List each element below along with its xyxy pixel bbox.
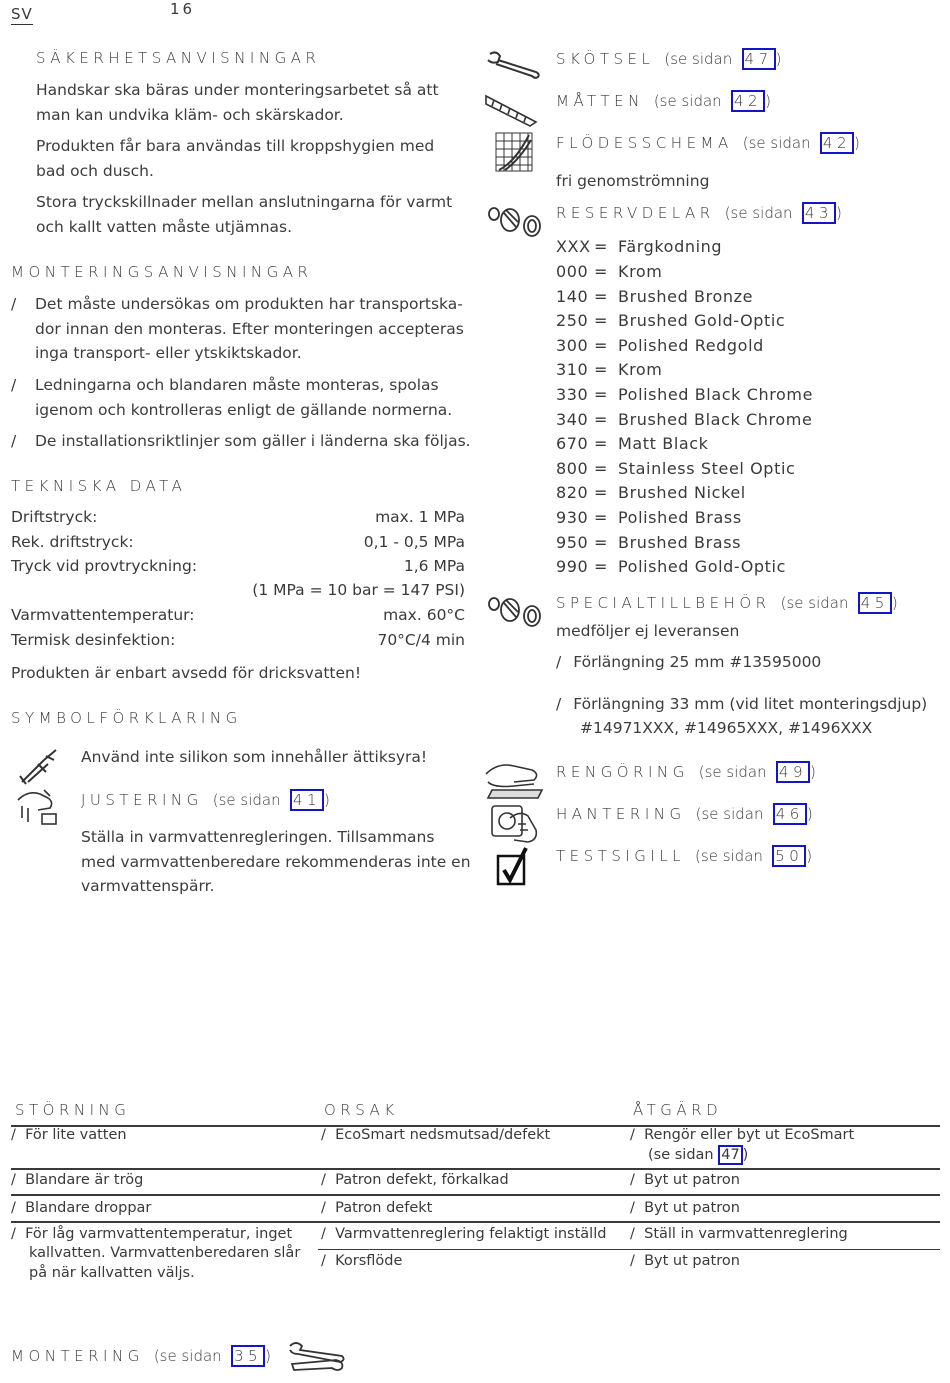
- fault-cell-cont: på när kallvatten väljs.: [29, 1265, 195, 1281]
- silicone-gun-icon: [16, 746, 60, 786]
- table-divider: [318, 1249, 940, 1250]
- adjustment-heading: JUSTERING (se sidan 41 ): [81, 791, 335, 809]
- color-code-row: 300 = Polished Redgold: [556, 336, 764, 355]
- tech-row: Termisk desinfektion: 70°C/4 min: [11, 631, 465, 649]
- cause-cell: / Korsflöde: [321, 1253, 403, 1269]
- flow-chart-heading: FLÖDESSCHEMA (se sidan 42 ): [556, 134, 865, 152]
- cause-cell: / Varmvattenreglering felaktigt inställd: [321, 1226, 607, 1242]
- mounting-page-link[interactable]: 35: [231, 1345, 265, 1367]
- color-code-row: 670 = Matt Black: [556, 434, 709, 453]
- page-number: 16: [170, 0, 196, 18]
- safety-paragraph-2: Produkten får bara användas till kroppshygien med bad och dusch.: [36, 137, 435, 180]
- color-code-row: 250 = Brushed Gold-Optic: [556, 311, 786, 330]
- accessory-item-1: / Förlängning 25 mm #13595000: [556, 653, 822, 671]
- action-cell: / Rengör eller byt ut EcoSmart: [630, 1127, 855, 1143]
- trouble-page-link[interactable]: 47: [718, 1145, 742, 1165]
- color-code-row: 950 = Brushed Brass: [556, 533, 742, 552]
- ruler-icon: [484, 90, 542, 128]
- action-cell: / Ställ in varmvattenreglering: [630, 1226, 848, 1242]
- care-heading: SKÖTSEL (se sidan 47 ): [556, 50, 786, 68]
- trouble-col-cause: ORSAK: [324, 1101, 399, 1119]
- cleaning-hand-icon: [484, 760, 544, 800]
- color-code-row: 820 = Brushed Nickel: [556, 483, 746, 502]
- cleaning-heading: RENGÖRING (se sidan 49 ): [556, 763, 821, 781]
- action-cell: / Byt ut patron: [630, 1253, 740, 1269]
- test-seal-page-link[interactable]: 50: [772, 845, 806, 867]
- accessories-page-link[interactable]: 45: [858, 592, 892, 614]
- spare-parts-heading: RESERVDELAR (se sidan 43 ): [556, 204, 847, 222]
- color-code-row: 310 = Krom: [556, 360, 663, 379]
- silicone-warning: Använd inte silikon som innehåller ättiksyra!: [81, 748, 428, 766]
- safety-heading: SÄKERHETSANVISNINGAR: [36, 49, 321, 67]
- fault-cell: / Blandare är trög: [11, 1172, 144, 1188]
- tech-row: (1 MPa = 10 bar = 147 PSI): [252, 581, 465, 599]
- care-page-link[interactable]: 47: [742, 48, 776, 70]
- accessory-item-2-codes: #14971XXX, #14965XXX, #1496XXX: [580, 719, 873, 737]
- mounting-item-3: / De installationsriktlinjer som gäller i länderna ska följas.: [11, 432, 471, 450]
- adjustment-page-link[interactable]: 41: [290, 789, 324, 811]
- tech-row: Rek. driftstryck: 0,1 - 0,5 MPa: [11, 533, 465, 551]
- color-code-row: 340 = Brushed Black Chrome: [556, 410, 813, 429]
- table-divider: [11, 1221, 940, 1223]
- safety-paragraph-1: Handskar ska bäras under monteringsarbetet så att man kan undvika kläm- och skärskador.: [36, 81, 439, 124]
- dimensions-page-link[interactable]: 42: [731, 90, 765, 112]
- flow-note: fri genomströmning: [556, 172, 710, 190]
- handling-heading: HANTERING (se sidan 46 ): [556, 805, 818, 823]
- drinking-water-note: Produkten är enbart avsedd för dricksvatten!: [11, 664, 362, 682]
- spare-parts-icon: [486, 202, 544, 240]
- color-code-row: 990 = Polished Gold-Optic: [556, 557, 786, 576]
- tech-row: Driftstryck: max. 1 MPa: [11, 508, 465, 526]
- accessories-heading: SPECIALTILLBEHÖR (se sidan 45 ): [556, 594, 903, 612]
- table-divider: [11, 1194, 940, 1196]
- trouble-col-fault: STÖRNING: [15, 1101, 131, 1119]
- symbols-heading: SYMBOLFÖRKLARING: [11, 709, 242, 727]
- adjustment-icon: [14, 786, 60, 828]
- tech-row: Tryck vid provtryckning: 1,6 MPa: [11, 557, 465, 575]
- handling-icon: [488, 800, 540, 844]
- wrench-icon: [486, 50, 542, 80]
- color-code-row: 930 = Polished Brass: [556, 508, 742, 527]
- test-seal-heading: TESTSIGILL (se sidan 50 ): [556, 847, 817, 865]
- action-cell-ref: (se sidan 47 ): [648, 1147, 749, 1163]
- mounting-item-1: / Det måste undersökas om produkten har transportska-dor innan den monteras. Efter monteringen accepteras inga transport- eller ytskiktskador.: [11, 295, 464, 362]
- color-code-row: 330 = Polished Black Chrome: [556, 385, 814, 404]
- technical-data-heading: TEKNISKA DATA: [11, 477, 187, 495]
- action-cell: / Byt ut patron: [630, 1172, 740, 1188]
- adjustment-text: Ställa in varmvattenregleringen. Tillsammans med varmvattenberedare rekommenderas inte en varmvattenspärr.: [81, 828, 471, 895]
- action-cell: / Byt ut patron: [630, 1200, 740, 1216]
- color-code-row: 800 = Stainless Steel Optic: [556, 459, 796, 478]
- fault-cell: / För låg varmvattentemperatur, inget: [11, 1226, 293, 1242]
- spare-parts-page-link[interactable]: 43: [802, 202, 836, 224]
- mounting-instructions-heading: MONTERINGSANVISNINGAR: [11, 263, 313, 281]
- mounting-heading: MONTERING (se sidan 35 ): [11, 1347, 276, 1365]
- table-divider: [11, 1168, 940, 1170]
- color-code-row: 140 = Brushed Bronze: [556, 287, 754, 306]
- cause-cell: / EcoSmart nedsmutsad/defekt: [321, 1127, 551, 1143]
- flow-chart-page-link[interactable]: 42: [820, 132, 854, 154]
- cleaning-page-link[interactable]: 49: [776, 761, 810, 783]
- language-code: SV: [11, 5, 33, 23]
- fault-cell-cont: kallvatten. Varmvattenberedaren slår: [29, 1245, 301, 1261]
- safety-paragraph-3: Stora tryckskillnader mellan anslutningarna för varmt och kallt vatten måste utjämnas.: [36, 193, 453, 236]
- tech-row: Varmvattentemperatur: max. 60°C: [11, 606, 465, 624]
- cause-cell: / Patron defekt, förkalkad: [321, 1172, 509, 1188]
- cause-cell: / Patron defekt: [321, 1200, 433, 1216]
- trouble-col-action: ÅTGÄRD: [633, 1101, 723, 1119]
- color-code-row: 000 = Krom: [556, 262, 663, 281]
- fault-cell: / Blandare droppar: [11, 1200, 152, 1216]
- accessories-icon: [486, 592, 544, 630]
- checkbox-check-icon: [496, 846, 530, 886]
- fault-cell: / För lite vatten: [11, 1127, 127, 1143]
- handling-page-link[interactable]: 46: [773, 803, 807, 825]
- accessory-item-2: / Förlängning 33 mm (vid litet monteringsdjup): [556, 695, 928, 713]
- flow-chart-icon: [495, 132, 533, 172]
- mounting-item-2: / Ledningarna och blandaren måste monteras, spolas igenom och kontrolleras enligt de gällande normerna.: [11, 376, 453, 419]
- tools-icon: [288, 1340, 346, 1374]
- color-code-row: XXX = Färgkodning: [556, 237, 723, 256]
- dimensions-heading: MÅTTEN (se sidan 42 ): [556, 92, 776, 110]
- accessories-note: medföljer ej leveransen: [556, 622, 740, 640]
